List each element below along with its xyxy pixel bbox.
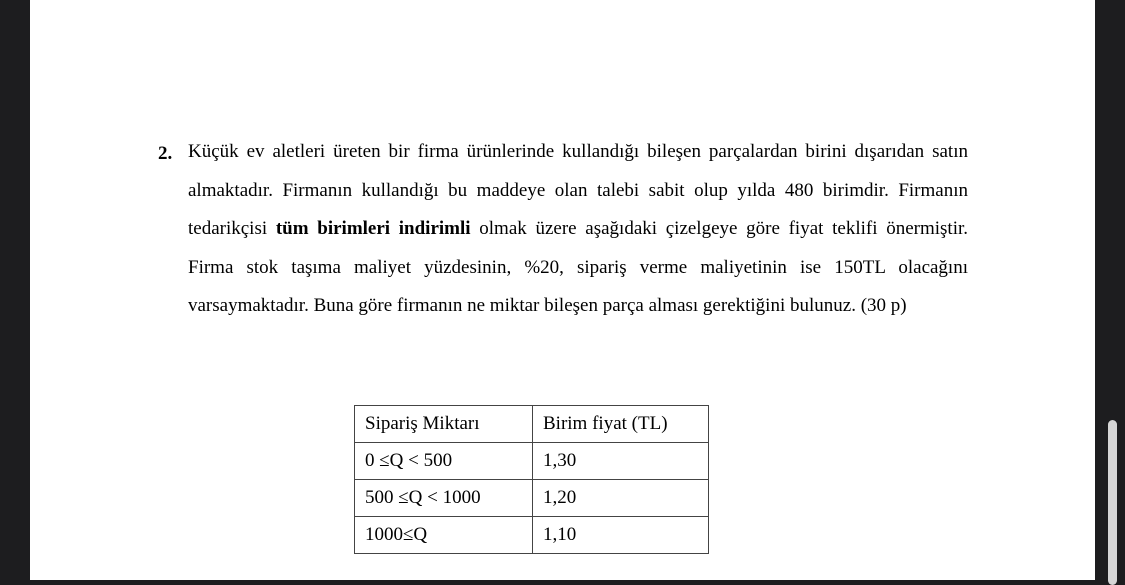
price-cell: 1,10 <box>533 517 709 554</box>
table-header-row <box>355 406 709 443</box>
question-text <box>188 133 968 326</box>
table-row <box>355 480 709 517</box>
quantity-cell: 500 ≤Q < 1000 <box>355 480 533 517</box>
header-quantity: Sipariş Miktarı <box>355 406 533 443</box>
header-unit-price: Birim fiyat (TL) <box>533 406 709 443</box>
question-text-part1: Küçük ev aletleri üreten bir firma ürünlerinde kullandığı bileşen parçalardan birini dışarıdan satın almaktadır. Firmanın kullandığı bu maddeye olan talebi sabit olup yılda 480 birimdir. Firmanın tedarikçisi <box>188 141 968 239</box>
table-row <box>355 517 709 554</box>
question-text-bold: tüm birimleri indirimli <box>275 218 471 239</box>
quantity-cell: 0 ≤Q < 500 <box>355 443 533 480</box>
scrollbar-thumb[interactable] <box>1108 420 1117 585</box>
quantity-cell: 1000≤Q <box>355 517 533 554</box>
question-text-part2: olmak üzere aşağıdaki çizelgeye göre fiyat teklifi önermiştir. Firma stok taşıma maliyet yüzdesinin, %20, sipariş verme maliyetinin ise 150TL olacağını varsaymaktadır. Buna göre firmanın ne miktar bileşen parça alması gerektiğini bulunuz. (30 p) <box>188 218 968 316</box>
question-number: 2. <box>158 143 173 164</box>
price-cell: 1,30 <box>533 443 709 480</box>
question-block <box>158 143 968 345</box>
table-row <box>355 443 709 480</box>
price-cell: 1,20 <box>533 480 709 517</box>
price-table <box>354 405 709 554</box>
